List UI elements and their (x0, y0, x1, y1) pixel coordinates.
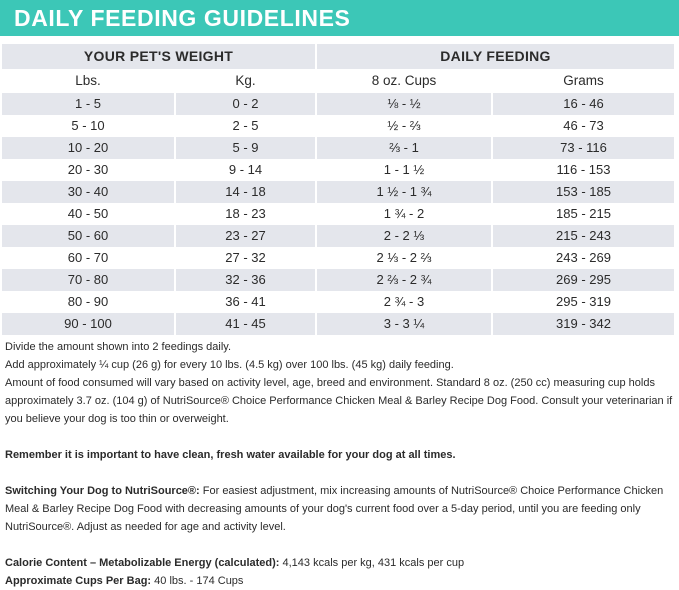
grams-cell: 215 - 243 (492, 225, 675, 247)
cups-cell: 1 ½ - 1 ¾ (316, 181, 492, 203)
grams-cell: 185 - 215 (492, 203, 675, 225)
note-divide: Divide the amount shown into 2 feedings daily. (5, 341, 232, 353)
cups-per-bag-text: 40 lbs. - 174 Cups (151, 575, 244, 587)
cups-cell: 3 - 3 ¼ (316, 313, 492, 335)
calorie-note (5, 554, 674, 572)
table-row (1, 137, 675, 159)
grams-cell: 269 - 295 (492, 269, 675, 291)
cups-cell: 2 - 2 ⅓ (316, 225, 492, 247)
grams-cell: 16 - 46 (492, 93, 675, 115)
cups-cell: 1 - 1 ½ (316, 159, 492, 181)
kg-cell: 32 - 36 (175, 269, 316, 291)
group-header-row (1, 44, 675, 69)
grams-cell: 319 - 342 (492, 313, 675, 335)
switching-label: Switching Your Dog to NutriSource®: (5, 485, 200, 497)
cups-cell: ½ - ⅔ (316, 115, 492, 137)
grams-cell: 116 - 153 (492, 159, 675, 181)
lbs-cell: 60 - 70 (1, 247, 175, 269)
lbs-cell: 90 - 100 (1, 313, 175, 335)
unit-header-row (1, 69, 675, 93)
kg-cell: 36 - 41 (175, 291, 316, 313)
lbs-cell: 10 - 20 (1, 137, 175, 159)
cups-cell: 2 ⅓ - 2 ⅔ (316, 247, 492, 269)
spacer (5, 428, 674, 446)
lbs-cell: 30 - 40 (1, 181, 175, 203)
grams-cell: 153 - 185 (492, 181, 675, 203)
table-row (1, 225, 675, 247)
feeding-table-container (0, 44, 679, 335)
switching-note (5, 482, 674, 536)
lbs-cell: 40 - 50 (1, 203, 175, 225)
table-row (1, 159, 675, 181)
kg-cell: 18 - 23 (175, 203, 316, 225)
grams-header: Grams (492, 69, 675, 93)
water-reminder: Remember it is important to have clean, fresh water available for your dog at all times. (5, 449, 456, 461)
grams-cell: 73 - 116 (492, 137, 675, 159)
spacer (5, 536, 674, 554)
kg-cell: 9 - 14 (175, 159, 316, 181)
cups-cell: 1 ¾ - 2 (316, 203, 492, 225)
lbs-cell: 5 - 10 (1, 115, 175, 137)
cups-cell: 2 ⅔ - 2 ¾ (316, 269, 492, 291)
lbs-cell: 80 - 90 (1, 291, 175, 313)
lbs-header: Lbs. (1, 69, 175, 93)
kg-cell: 27 - 32 (175, 247, 316, 269)
cups-per-bag-label: Approximate Cups Per Bag: (5, 575, 152, 587)
feeding-group-header: DAILY FEEDING (316, 44, 675, 69)
switching-text: For easiest adjustment, mix increasing amounts of NutriSource® Choice Performance Chicken Meal & Barley Recipe Dog Food with decreasing amounts of your dog's current food over a 5-day period, until you are feeding only NutriSource®. Adjust as needed for age and activity level. (5, 485, 664, 533)
kg-cell: 41 - 45 (175, 313, 316, 335)
calorie-text: 4,143 kcals per kg, 431 kcals per cup (279, 557, 465, 569)
calorie-label: Calorie Content – Metabolizable Energy (calculated): (5, 557, 280, 569)
feeding-notes (0, 335, 679, 590)
page-title: DAILY FEEDING GUIDELINES (14, 4, 351, 31)
cups-cell: ⅛ - ½ (316, 93, 492, 115)
kg-cell: 5 - 9 (175, 137, 316, 159)
table-row (1, 291, 675, 313)
lbs-cell: 50 - 60 (1, 225, 175, 247)
table-row (1, 247, 675, 269)
table-row (1, 93, 675, 115)
feeding-table (0, 44, 676, 335)
cups-cell: ⅔ - 1 (316, 137, 492, 159)
lbs-cell: 20 - 30 (1, 159, 175, 181)
lbs-cell: 1 - 5 (1, 93, 175, 115)
kg-header: Kg. (175, 69, 316, 93)
title-banner (0, 0, 679, 36)
grams-cell: 46 - 73 (492, 115, 675, 137)
lbs-cell: 70 - 80 (1, 269, 175, 291)
note-consumption: Amount of food consumed will vary based on activity level, age, breed and environment. Standard 8 oz. (250 cc) measuring cup holds approximately 3.7 oz. (104 g) of NutriSource® Choice Performance Chicken Meal & Barley Recipe Dog Food. Consult your veterinarian if you believe your dog is too thin or overweight. (5, 377, 673, 425)
grams-cell: 243 - 269 (492, 247, 675, 269)
spacer (5, 464, 674, 482)
weight-group-header: YOUR PET'S WEIGHT (1, 44, 316, 69)
note-add-cups: Add approximately ¼ cup (26 g) for every 10 lbs. (4.5 kg) over 100 lbs. (45 kg) daily feeding. (5, 359, 454, 371)
table-row (1, 181, 675, 203)
grams-cell: 295 - 319 (492, 291, 675, 313)
cups-header: 8 oz. Cups (316, 69, 492, 93)
table-row (1, 269, 675, 291)
kg-cell: 23 - 27 (175, 225, 316, 247)
cups-cell: 2 ¾ - 3 (316, 291, 492, 313)
kg-cell: 2 - 5 (175, 115, 316, 137)
kg-cell: 14 - 18 (175, 181, 316, 203)
cups-per-bag-note (5, 572, 674, 590)
kg-cell: 0 - 2 (175, 93, 316, 115)
table-row (1, 115, 675, 137)
table-row (1, 313, 675, 335)
table-row (1, 203, 675, 225)
